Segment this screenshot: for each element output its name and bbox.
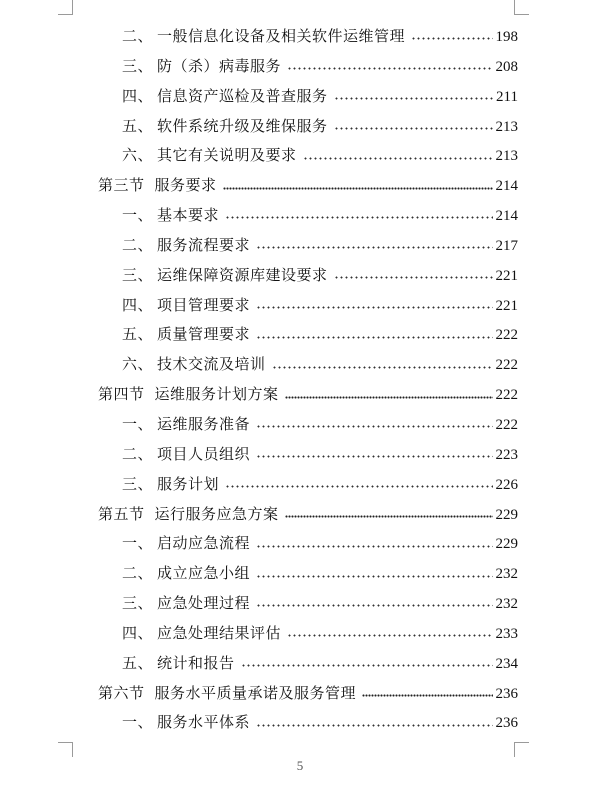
toc-entry-page: 232 — [495, 596, 518, 613]
toc-subsection-entry[interactable] — [98, 410, 518, 440]
toc-entry-title: 运维服务准备 — [157, 414, 251, 433]
toc-entry-page: 213 — [495, 118, 518, 135]
crop-mark-top-left — [58, 0, 73, 15]
crop-mark-bottom-left — [58, 742, 73, 757]
toc-entry-page: 236 — [495, 715, 518, 732]
toc-leader-dots — [303, 157, 493, 160]
toc-subsection-entry[interactable] — [98, 470, 518, 500]
toc-subsection-entry[interactable] — [98, 291, 518, 321]
toc-subsection-entry[interactable] — [98, 559, 518, 589]
toc-leader-dots — [285, 396, 493, 399]
toc-leader-dots — [256, 604, 492, 607]
toc-subsection-entry[interactable] — [98, 261, 518, 291]
toc-entry-title: 服务水平体系 — [157, 713, 251, 732]
toc-entry-number: 四、 — [122, 623, 154, 642]
toc-subsection-entry[interactable] — [98, 82, 518, 112]
toc-subsection-entry[interactable] — [98, 589, 518, 619]
toc-entry-title: 质量管理要求 — [157, 325, 251, 344]
toc-entry-number: 一、 — [122, 206, 154, 225]
toc-entry-page: 222 — [495, 416, 518, 433]
toc-entry-title: 应急处理过程 — [157, 594, 251, 613]
table-of-contents — [98, 22, 518, 738]
toc-section-entry[interactable] — [98, 380, 518, 410]
toc-leader-dots — [362, 694, 492, 697]
toc-leader-dots — [334, 276, 493, 279]
toc-leader-dots — [256, 545, 492, 548]
toc-entry-title: 启动应急流程 — [157, 534, 251, 553]
toc-entry-title: 运维保障资源库建设要求 — [157, 265, 328, 284]
toc-section-entry[interactable] — [98, 679, 518, 709]
toc-subsection-entry[interactable] — [98, 52, 518, 82]
toc-section-entry[interactable] — [98, 500, 518, 530]
toc-entry-number: 三、 — [122, 594, 154, 613]
toc-entry-number: 五、 — [122, 325, 154, 344]
toc-entry-title: 项目人员组织 — [157, 444, 251, 463]
toc-subsection-entry[interactable] — [98, 619, 518, 649]
toc-entry-page: 229 — [495, 536, 518, 553]
toc-leader-dots — [256, 425, 492, 428]
toc-leader-dots — [256, 575, 492, 578]
toc-entry-page: 208 — [495, 58, 518, 75]
toc-subsection-entry[interactable] — [98, 708, 518, 738]
toc-entry-title: 防（杀）病毒服务 — [157, 56, 282, 75]
toc-entry-number: 二、 — [122, 235, 154, 254]
toc-leader-dots — [287, 67, 492, 70]
toc-entry-title: 服务要求 — [154, 176, 217, 195]
toc-entry-number: 二、 — [122, 444, 154, 463]
toc-entry-page: 221 — [495, 297, 518, 314]
toc-entry-page: 232 — [495, 566, 518, 583]
toc-entry-number: 一、 — [122, 534, 154, 553]
toc-leader-dots — [287, 634, 492, 637]
toc-entry-page: 198 — [495, 29, 518, 45]
toc-leader-dots — [225, 485, 492, 488]
toc-subsection-entry[interactable] — [98, 440, 518, 470]
toc-entry-title: 服务流程要求 — [157, 235, 251, 254]
toc-entry-number: 六、 — [122, 355, 154, 374]
toc-entry-number: 四、 — [122, 295, 154, 314]
toc-subsection-entry[interactable] — [98, 22, 518, 52]
toc-entry-number: 三、 — [122, 56, 154, 75]
crop-mark-top-right — [514, 0, 529, 15]
toc-subsection-entry[interactable] — [98, 529, 518, 559]
toc-entry-page: 223 — [495, 446, 518, 463]
toc-leader-dots — [334, 127, 493, 130]
toc-entry-number: 二、 — [122, 564, 154, 583]
toc-entry-page: 221 — [495, 267, 518, 284]
toc-entry-title: 软件系统升级及维保服务 — [157, 116, 328, 135]
toc-entry-title: 运维服务计划方案 — [154, 385, 279, 404]
toc-entry-title: 运行服务应急方案 — [154, 504, 279, 523]
toc-entry-page: 234 — [495, 655, 518, 672]
toc-leader-dots — [256, 336, 492, 339]
footer-page-number: 5 — [296, 758, 304, 773]
toc-entry-title: 统计和报告 — [157, 653, 235, 672]
toc-entry-page: 229 — [495, 506, 518, 523]
toc-leader-dots — [241, 664, 493, 667]
toc-entry-page: 213 — [495, 148, 518, 165]
toc-entry-page: 236 — [495, 685, 518, 702]
toc-leader-dots — [256, 724, 492, 727]
toc-entry-title: 信息资产巡检及普查服务 — [157, 86, 328, 105]
toc-leader-dots — [334, 97, 494, 100]
toc-entry-title: 其它有关说明及要求 — [157, 146, 297, 165]
toc-leader-dots — [256, 306, 492, 309]
toc-entry-page: 222 — [495, 387, 518, 404]
toc-entry-number: 一、 — [122, 414, 154, 433]
toc-entry-title: 项目管理要求 — [157, 295, 251, 314]
toc-subsection-entry[interactable] — [98, 350, 518, 380]
toc-entry-page: 214 — [495, 208, 518, 225]
toc-entry-number: 六、 — [122, 146, 154, 165]
crop-mark-bottom-right — [514, 742, 529, 757]
toc-subsection-entry[interactable] — [98, 231, 518, 261]
toc-entry-page: 222 — [495, 357, 518, 374]
toc-subsection-entry[interactable] — [98, 201, 518, 231]
toc-entry-page: 214 — [495, 178, 518, 195]
toc-entry-title: 技术交流及培训 — [157, 355, 266, 374]
toc-entry-number: 四、 — [122, 86, 154, 105]
toc-entry-title: 服务计划 — [157, 474, 220, 493]
toc-subsection-entry[interactable] — [98, 141, 518, 171]
toc-entry-number: 三、 — [122, 474, 154, 493]
toc-leader-dots — [285, 515, 493, 518]
toc-entry-number: 第三节 — [98, 176, 145, 195]
toc-leader-dots — [256, 455, 492, 458]
toc-entry-title: 服务水平质量承诺及服务管理 — [154, 683, 357, 702]
toc-entry-number: 五、 — [122, 116, 154, 135]
toc-entry-number: 三、 — [122, 265, 154, 284]
toc-entry-number: 五、 — [122, 653, 154, 672]
toc-entry-page: 222 — [495, 327, 518, 344]
toc-entry-title: 基本要求 — [157, 206, 220, 225]
toc-entry-page: 211 — [496, 88, 518, 105]
toc-entry-page: 226 — [495, 476, 518, 493]
toc-entry-number: 二、 — [122, 27, 154, 45]
toc-subsection-entry[interactable] — [98, 649, 518, 679]
toc-leader-dots — [411, 37, 492, 40]
toc-subsection-entry[interactable] — [98, 320, 518, 350]
toc-leader-dots — [272, 366, 493, 369]
toc-subsection-entry[interactable] — [98, 112, 518, 142]
toc-section-entry[interactable] — [98, 171, 518, 201]
toc-leader-dots — [223, 187, 493, 190]
toc-entry-page: 233 — [495, 625, 518, 642]
toc-entry-number: 一、 — [122, 713, 154, 732]
toc-entry-title: 应急处理结果评估 — [157, 623, 282, 642]
toc-entry-title: 一般信息化设备及相关软件运维管理 — [157, 27, 406, 45]
toc-entry-page: 217 — [495, 237, 518, 254]
toc-leader-dots — [256, 246, 492, 249]
toc-leader-dots — [225, 216, 492, 219]
toc-entry-title: 成立应急小组 — [157, 564, 251, 583]
toc-entry-number: 第五节 — [98, 504, 145, 523]
toc-entry-number: 第四节 — [98, 385, 145, 404]
toc-entry-number: 第六节 — [98, 683, 145, 702]
